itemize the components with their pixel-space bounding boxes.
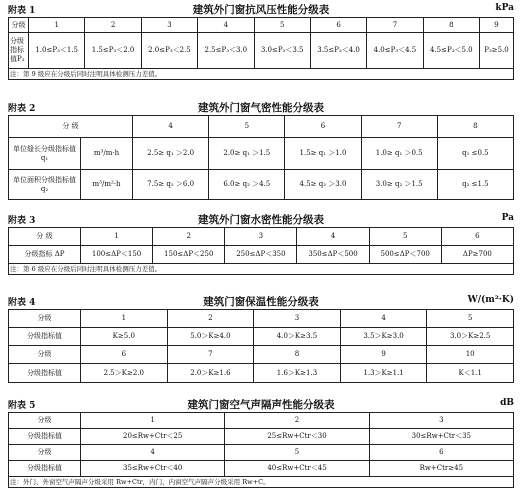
table5-unit: dB <box>500 398 514 408</box>
table2-value: 7.5≥ q₂ ＞6.0 <box>133 170 209 200</box>
table3-value: 350≤ΔP＜500 <box>297 246 369 264</box>
table1-value: 2.5≤P₃＜3.0 <box>198 33 254 69</box>
table1-row-label: 分级指标值P₃ <box>9 33 29 69</box>
table3-unit: Pa <box>501 213 514 223</box>
table4-label: 附表 4 <box>8 298 36 308</box>
table3-level: 5 <box>369 228 441 246</box>
table5-value: Rw+Ctr≥45 <box>369 461 513 477</box>
table2-level: 6 <box>285 116 361 138</box>
table2-row2-label: 单位面积分级指标值 q₂ <box>9 170 81 200</box>
table3-head: 分 级 <box>9 228 81 246</box>
table1-level: 4 <box>198 18 254 33</box>
table2 <box>8 115 514 200</box>
table5-level: 6 <box>369 445 513 461</box>
table2-value: 6.0≥ q₂ ＞4.5 <box>209 170 285 200</box>
table4-value: K＜1.1 <box>427 364 514 383</box>
table4-level: 3 <box>254 310 341 328</box>
table2-label: 附表 2 <box>8 104 36 114</box>
table3 <box>8 227 514 275</box>
table1-value: 2.0≤P₃＜2.5 <box>141 33 197 69</box>
table3-label: 附表 3 <box>8 216 36 226</box>
table5-value: 30≤Rw+Ctr＜35 <box>369 429 513 445</box>
table4-row-label: 分级指标值 <box>9 364 81 383</box>
table2-value: 1.5≥ q₁ ＞1.0 <box>285 138 361 170</box>
table1-label: 附表 1 <box>8 6 36 16</box>
table3-title: 建筑外门窗水密性能分级表 <box>198 214 324 226</box>
table5-level: 5 <box>225 445 369 461</box>
table5-title: 建筑门窗空气声隔声性能分级表 <box>187 399 335 411</box>
table2-level: 4 <box>133 116 209 138</box>
table3-note: 注：第 6 级应在分级后同时注明具体检测压力差值。 <box>9 264 514 275</box>
table5-level: 3 <box>369 413 513 429</box>
table1-value: P₃≥5.0 <box>480 33 514 69</box>
table1 <box>8 17 514 80</box>
table3-value: 100≤ΔP＜150 <box>81 246 153 264</box>
table2-head: 分 级 <box>9 116 133 138</box>
table3-level: 1 <box>81 228 153 246</box>
table1-level: 7 <box>367 18 423 33</box>
table5-row-label: 分级指标值 <box>9 429 81 445</box>
table1-note: 注：第 9 级应在分级后同时注明具体检测压力差值。 <box>9 69 514 80</box>
table2-row1-unit: m³/m·h <box>81 138 133 170</box>
table3-value: ΔP≥700 <box>441 246 513 264</box>
table4-level: 5 <box>427 310 514 328</box>
table5-value: 40≤Rw+Ctr＜45 <box>225 461 369 477</box>
table2-level: 7 <box>361 116 437 138</box>
table3-row-label: 分级指标 ΔP <box>9 246 81 264</box>
table5-section <box>0 397 522 488</box>
table4-level: 4 <box>340 310 427 328</box>
table5-note: 注：外门、外窗空气声隔声分级采用 Rw+Ctr，内门、内窗空气声隔声分级采用 Rw+C。 <box>9 477 514 488</box>
table4-row-label: 分级指标值 <box>9 328 81 346</box>
table3-section <box>0 212 522 275</box>
table5-label: 附表 5 <box>8 401 36 411</box>
table4-title: 建筑门窗保温性能分级表 <box>203 296 319 308</box>
table5-level: 4 <box>81 445 225 461</box>
table5-level: 2 <box>225 413 369 429</box>
table4-value: 2.0＞K≥1.6 <box>167 364 254 383</box>
table4-value: 1.3＞K≥1.1 <box>340 364 427 383</box>
table1-head: 分级 <box>9 18 29 33</box>
table1-value: 3.5≤P₃＜4.0 <box>310 33 366 69</box>
table5-value: 20≤Rw+Ctr＜25 <box>81 429 225 445</box>
table2-section <box>0 100 522 200</box>
table2-level: 5 <box>209 116 285 138</box>
table2-value: 2.0≥ q₁ ＞1.5 <box>209 138 285 170</box>
table5-head: 分级 <box>9 413 81 429</box>
table4-value: 5.0＞K≥4.0 <box>167 328 254 346</box>
table1-level: 2 <box>85 18 141 33</box>
table4-value: 1.6＞K≥1.3 <box>254 364 341 383</box>
table2-value: 4.5≥ q₂ ＞3.0 <box>285 170 361 200</box>
table2-title: 建筑外门窗气密性能分级表 <box>198 102 324 114</box>
table2-value: 2.5≥ q₁ ＞2.0 <box>133 138 209 170</box>
table3-value: 500≤ΔP＜700 <box>369 246 441 264</box>
table4-unit: W/(m²·K) <box>467 295 514 305</box>
table4-value: 3.0＞K≥2.5 <box>427 328 514 346</box>
table5-level: 1 <box>81 413 225 429</box>
table5 <box>8 412 514 488</box>
table1-value: 4.0≤P₃＜4.5 <box>367 33 423 69</box>
table4-head: 分级 <box>9 310 81 328</box>
table1-level: 5 <box>254 18 310 33</box>
table3-level: 3 <box>225 228 297 246</box>
table3-value: 250≤ΔP＜350 <box>225 246 297 264</box>
table4-value: 2.5＞K≥2.0 <box>81 364 168 383</box>
table3-level: 4 <box>297 228 369 246</box>
table4-head: 分级 <box>9 346 81 364</box>
table1-unit: kPa <box>495 3 514 13</box>
table4-level: 10 <box>427 346 514 364</box>
table4-level: 9 <box>340 346 427 364</box>
table2-level: 8 <box>437 116 513 138</box>
table5-row-label: 分级指标值 <box>9 461 81 477</box>
table4-value: 4.0＞K≥3.5 <box>254 328 341 346</box>
table4-level: 6 <box>81 346 168 364</box>
table1-value: 4.5≤P₃＜5.0 <box>423 33 479 69</box>
table5-head: 分级 <box>9 445 81 461</box>
table4-level: 2 <box>167 310 254 328</box>
table4-value: K≥5.0 <box>81 328 168 346</box>
table2-value: 3.0≥ q₂ ＞1.5 <box>361 170 437 200</box>
table3-level: 6 <box>441 228 513 246</box>
table4-level: 8 <box>254 346 341 364</box>
table2-row2-unit: m³/m²·h <box>81 170 133 200</box>
table1-level: 6 <box>310 18 366 33</box>
table2-value: q₂ ≤1.5 <box>437 170 513 200</box>
table1-title: 建筑外门窗抗风压性能分级表 <box>192 4 330 16</box>
table4-level: 7 <box>167 346 254 364</box>
table2-value: 1.0≥ q₁ ＞0.5 <box>361 138 437 170</box>
table4-level: 1 <box>81 310 168 328</box>
table1-level: 8 <box>423 18 479 33</box>
table1-level: 9 <box>480 18 514 33</box>
table5-value: 35≤Rw+Ctr＜40 <box>81 461 225 477</box>
table2-value: q₁ ≤0.5 <box>437 138 513 170</box>
table3-value: 150≤ΔP＜250 <box>153 246 225 264</box>
table4-section <box>0 294 522 383</box>
table4-value: 3.5＞K≥3.0 <box>340 328 427 346</box>
table1-level: 3 <box>141 18 197 33</box>
table1-level: 1 <box>29 18 85 33</box>
table1-value: 3.0≤P₃＜3.5 <box>254 33 310 69</box>
table1-value: 1.0≤P₃＜1.5 <box>29 33 85 69</box>
table1-value: 1.5≤P₃＜2.0 <box>85 33 141 69</box>
table3-level: 2 <box>153 228 225 246</box>
table1-section <box>0 2 522 80</box>
table2-row1-label: 单位缝长分级指标值 q₁ <box>9 138 81 170</box>
table4 <box>8 309 514 383</box>
table5-value: 25≤Rw+Ctr＜30 <box>225 429 369 445</box>
